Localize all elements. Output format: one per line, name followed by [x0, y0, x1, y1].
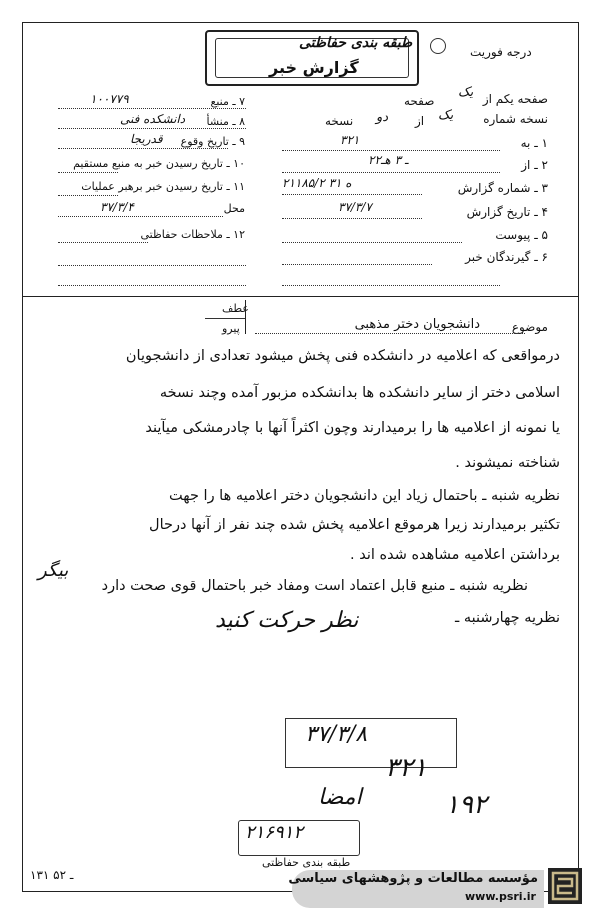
occurrence-date-value: قدریجا: [130, 132, 163, 146]
body-line: نظریه شنبه ـ منبع قابل اعتماد است ومفاد خبر باحتمال قوی صحت دارد: [101, 578, 528, 594]
stamp-title: گزارش خبر: [269, 58, 359, 77]
institute-logo-icon: [548, 868, 582, 904]
priority-label: درجه فوریت: [470, 45, 532, 59]
occurrence-date-label: ۹ ـ تاریخ وقوع: [180, 135, 245, 148]
report-no-label: ۳ ـ شماره گزارش: [457, 181, 548, 195]
copy-of: از: [415, 114, 425, 128]
institute-url: www.psri.ir: [465, 890, 536, 903]
body-line: برداشتن اعلامیه مشاهده شده اند .: [350, 547, 560, 563]
ref-line: [205, 318, 245, 319]
subject-separator: [245, 300, 246, 334]
form-code: ۱۳۱ ـ ۵۲: [30, 868, 74, 882]
security-notes-label: ۱۲ ـ ملاحظات حفاظتی: [140, 228, 245, 241]
stamp-date: ۳۷/۳/۸: [305, 722, 368, 747]
body-line: یا نمونه از اعلامیه ها را برمیدارند وچون اکثراً آنها با چادرمشکی میآیند: [145, 420, 560, 436]
report-no-value: ۲۱۱۸۵/۲ ه ۳۱: [282, 176, 352, 190]
body-line: شناخته نمیشوند .: [455, 455, 560, 471]
location-value: ۳۷/۳/۴: [100, 200, 134, 214]
body-line: درمواقعی که اعلامیه در دانشکده فنی پخش میشود تعدادی از دانشجویان: [125, 348, 560, 364]
body-line: نظریه چهارشنبه ـ: [455, 610, 560, 626]
bottom-stamp-label: طبقه بندی حفاظتی: [262, 856, 351, 869]
body-line: اسلامی دختر از سایر دانشکده ها بدانشکده مزبور آمده وچند نسخه: [159, 385, 560, 401]
source-label: ۷ ـ منبع: [210, 95, 245, 108]
source-receipt-label: ۱۰ ـ تاریخ رسیدن خبر به منبع مستقیم: [73, 157, 245, 170]
stamp-top-text: طبقه بندی حفاظتی: [299, 35, 413, 51]
body-line: نظریه شنبه ـ باحتمال زیاد این دانشجویان دختر اعلامیه ها را جهت: [169, 488, 560, 504]
ref-label: عطف: [222, 302, 249, 315]
institute-logo: [548, 868, 582, 904]
handwritten-number-2: ۱۹۲: [445, 790, 487, 820]
header-divider: [22, 296, 579, 297]
copy-suffix: نسخه: [325, 114, 354, 128]
leader-receipt-label: ۱۱ ـ تاریخ رسیدن خبر برهبر عملیات: [81, 180, 245, 193]
circle-mark: [430, 38, 446, 54]
signature: امضا: [318, 785, 362, 810]
page-label: صفحه یکم از: [482, 92, 548, 106]
from-value: ۲ـ ۳ هـ۲: [368, 153, 409, 167]
page-value: یک: [458, 85, 474, 100]
origin-label: ۸ ـ منشأ: [206, 115, 245, 128]
bottom-code: ۲۱۶۹۱۲: [245, 822, 304, 843]
to-value: ۳۲۱: [340, 133, 360, 147]
body-line: تکثیر برمیدارند زیرا هرموقع اعلامیه پخش شده چند نفر از آنها درحال: [149, 517, 560, 533]
to-label: ۱ ـ به: [520, 136, 548, 150]
source-value: ۱۰۰۷۷۹: [90, 92, 129, 106]
copy-value: یک: [438, 108, 454, 123]
margin-note: بیگر: [38, 560, 69, 581]
classification-stamp: [205, 30, 419, 86]
copy-total: دو: [376, 110, 389, 125]
handwritten-number-1: ۳۲۱: [385, 753, 427, 783]
attachment-label: ۵ ـ پیوست: [495, 228, 548, 242]
page-suffix: صفحه: [404, 94, 435, 108]
location-label: محل: [223, 202, 245, 215]
recipients-label: ۶ ـ گیرندگان خبر: [465, 250, 548, 264]
from-label: ۲ ـ از: [521, 158, 548, 172]
report-date-label: ۴ ـ تاریخ گزارش: [466, 205, 548, 219]
copy-label: نسخه شماره: [483, 112, 548, 126]
subject-label: موضوع: [511, 320, 548, 334]
wednesday-note: نظر حرکت کنید: [215, 608, 359, 633]
subject-value: دانشجویان دختر مذهبی: [354, 317, 480, 332]
institute-name: مؤسسه مطالعات و پژوهشهای سیاسی: [288, 871, 538, 886]
follow-label: پیرو: [222, 322, 240, 335]
origin-value: دانشکده فنی: [120, 112, 186, 126]
report-date-value: ۳۷/۳/۷: [338, 200, 372, 214]
